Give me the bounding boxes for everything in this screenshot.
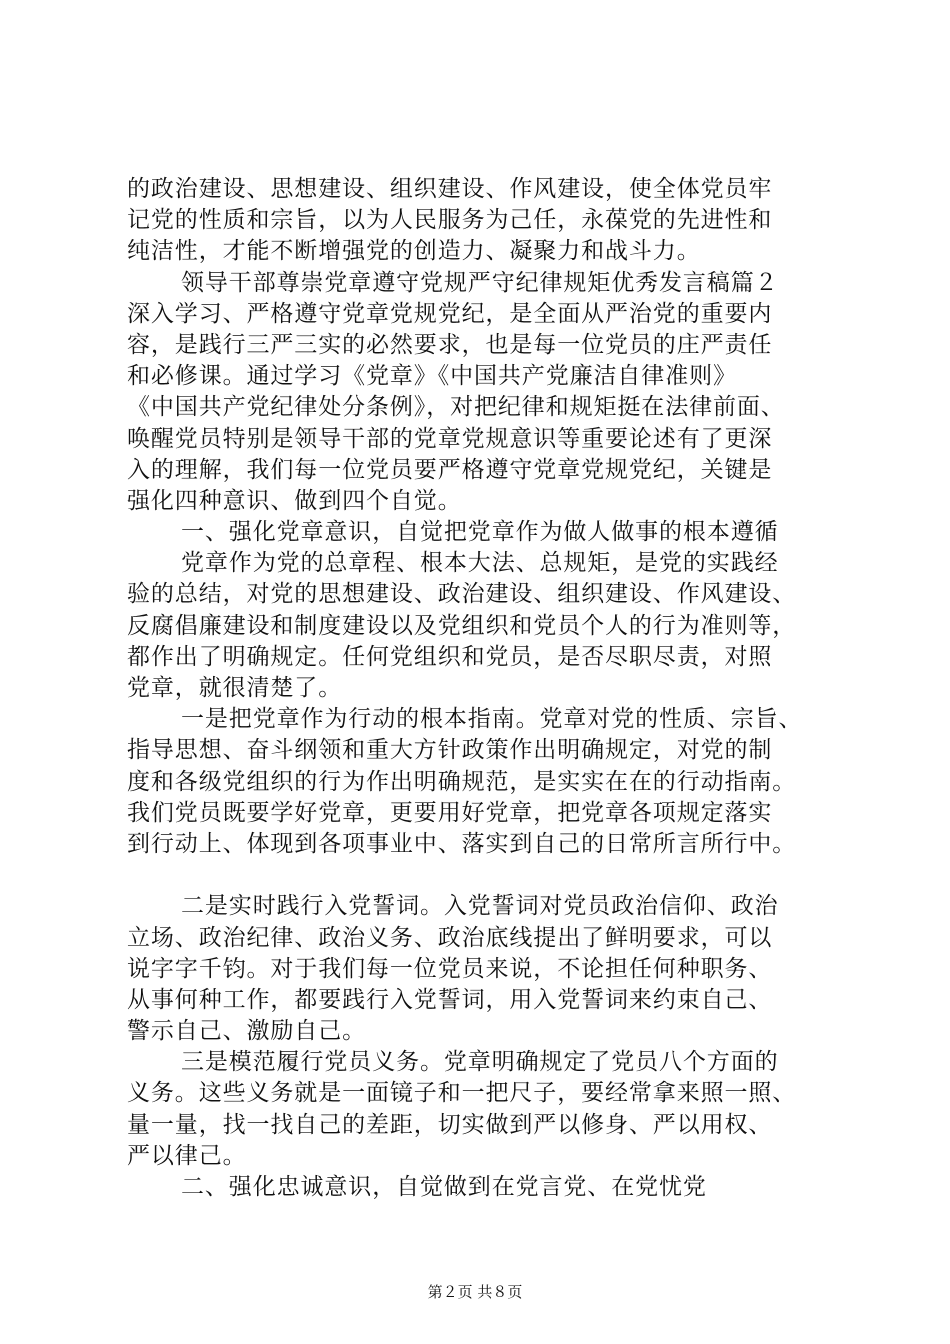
body-line: 说字字千钧。对于我们每一位党员来说，不论担任何种职务、 [127, 955, 773, 982]
paragraph-start: 党章作为党的总章程、根本大法、总规矩，是党的实践经 [181, 550, 779, 577]
body-line: 和必修课。通过学习《党章》《中国共产党廉洁自律准则》 [127, 363, 737, 390]
body-line: 立场、政治纪律、政治义务、政治底线提出了鲜明要求，可以 [127, 924, 773, 951]
body-line: 纯洁性，才能不断增强党的创造力、凝聚力和战斗力。 [127, 238, 701, 265]
body-line: 量一量，找一找自己的差距，切实做到严以修身、严以用权、 [127, 1111, 773, 1138]
body-line: 严以律己。 [127, 1142, 247, 1169]
body-line: 都作出了明确规定。任何党组织和党员，是否尽职尽责，对照 [127, 643, 773, 670]
section-heading: 二、强化忠诚意识，自觉做到在党言党、在党忧党 [181, 1174, 707, 1200]
body-line: 《中国共产党纪律处分条例》，对把纪律和规矩挺在法律前面、 [127, 394, 785, 421]
body-line: 到行动上、体现到各项事业中、落实到自己的日常所言所行中。 [127, 830, 797, 857]
section-heading: 一、强化党章意识，自觉把党章作为做人做事的根本遵循 [181, 519, 779, 546]
paragraph-start: 二是实时践行入党誓词。入党誓词对党员政治信仰、政治 [181, 893, 779, 920]
body-line: 指导思想、奋斗纲领和重大方针政策作出明确规定，对党的制 [127, 737, 773, 764]
body-line: 我们党员既要学好党章，更要用好党章，把党章各项规定落实 [127, 799, 773, 826]
body-line: 入的理解，我们每一位党员要严格遵守党章党规党纪，关键是 [127, 456, 773, 483]
document-body [127, 174, 839, 1203]
page-number-label: 第２页 共８页 [427, 1283, 523, 1301]
body-line: 度和各级党组织的行为作出明确规范，是实实在在的行动指南。 [127, 768, 797, 795]
body-line: 唤醒党员特别是领导干部的党章党规意识等重要论述有了更深 [127, 425, 773, 452]
section-heading: 领导干部尊崇党章遵守党规严守纪律规矩优秀发言稿篇２ [181, 269, 779, 296]
page-footer [0, 1282, 950, 1302]
body-line: 义务。这些义务就是一面镜子和一把尺子，要经常拿来照一照、 [127, 1080, 797, 1107]
paragraph-start: 三是模范履行党员义务。党章明确规定了党员八个方面的 [181, 1049, 779, 1076]
body-line: 的政治建设、思想建设、组织建设、作风建设，使全体党员牢 [127, 176, 773, 202]
body-line: 党章，就很清楚了。 [127, 675, 343, 701]
body-line: 从事何种工作，都要践行入党誓词，用入党誓词来约束自己、 [127, 986, 773, 1013]
blank-line [127, 860, 839, 891]
body-line: 警示自己、激励自己。 [127, 1018, 366, 1045]
body-line: 容，是践行三严三实的必然要求，也是每一位党员的庄严责任 [127, 331, 773, 358]
body-line: 验的总结，对党的思想建设、政治建设、组织建设、作风建设、 [127, 581, 797, 608]
body-line: 记党的性质和宗旨，以为人民服务为己任，永葆党的先进性和 [127, 207, 773, 234]
paragraph-start: 一是把党章作为行动的根本指南。党章对党的性质、宗旨、 [181, 706, 803, 733]
body-line: 强化四种意识、做到四个自觉。 [127, 487, 462, 514]
body-line: 反腐倡廉建设和制度建设以及党组织和党员个人的行为准则等， [127, 612, 797, 639]
body-line: 深入学习、严格遵守党章党规党纪，是全面从严治党的重要内 [127, 300, 773, 327]
